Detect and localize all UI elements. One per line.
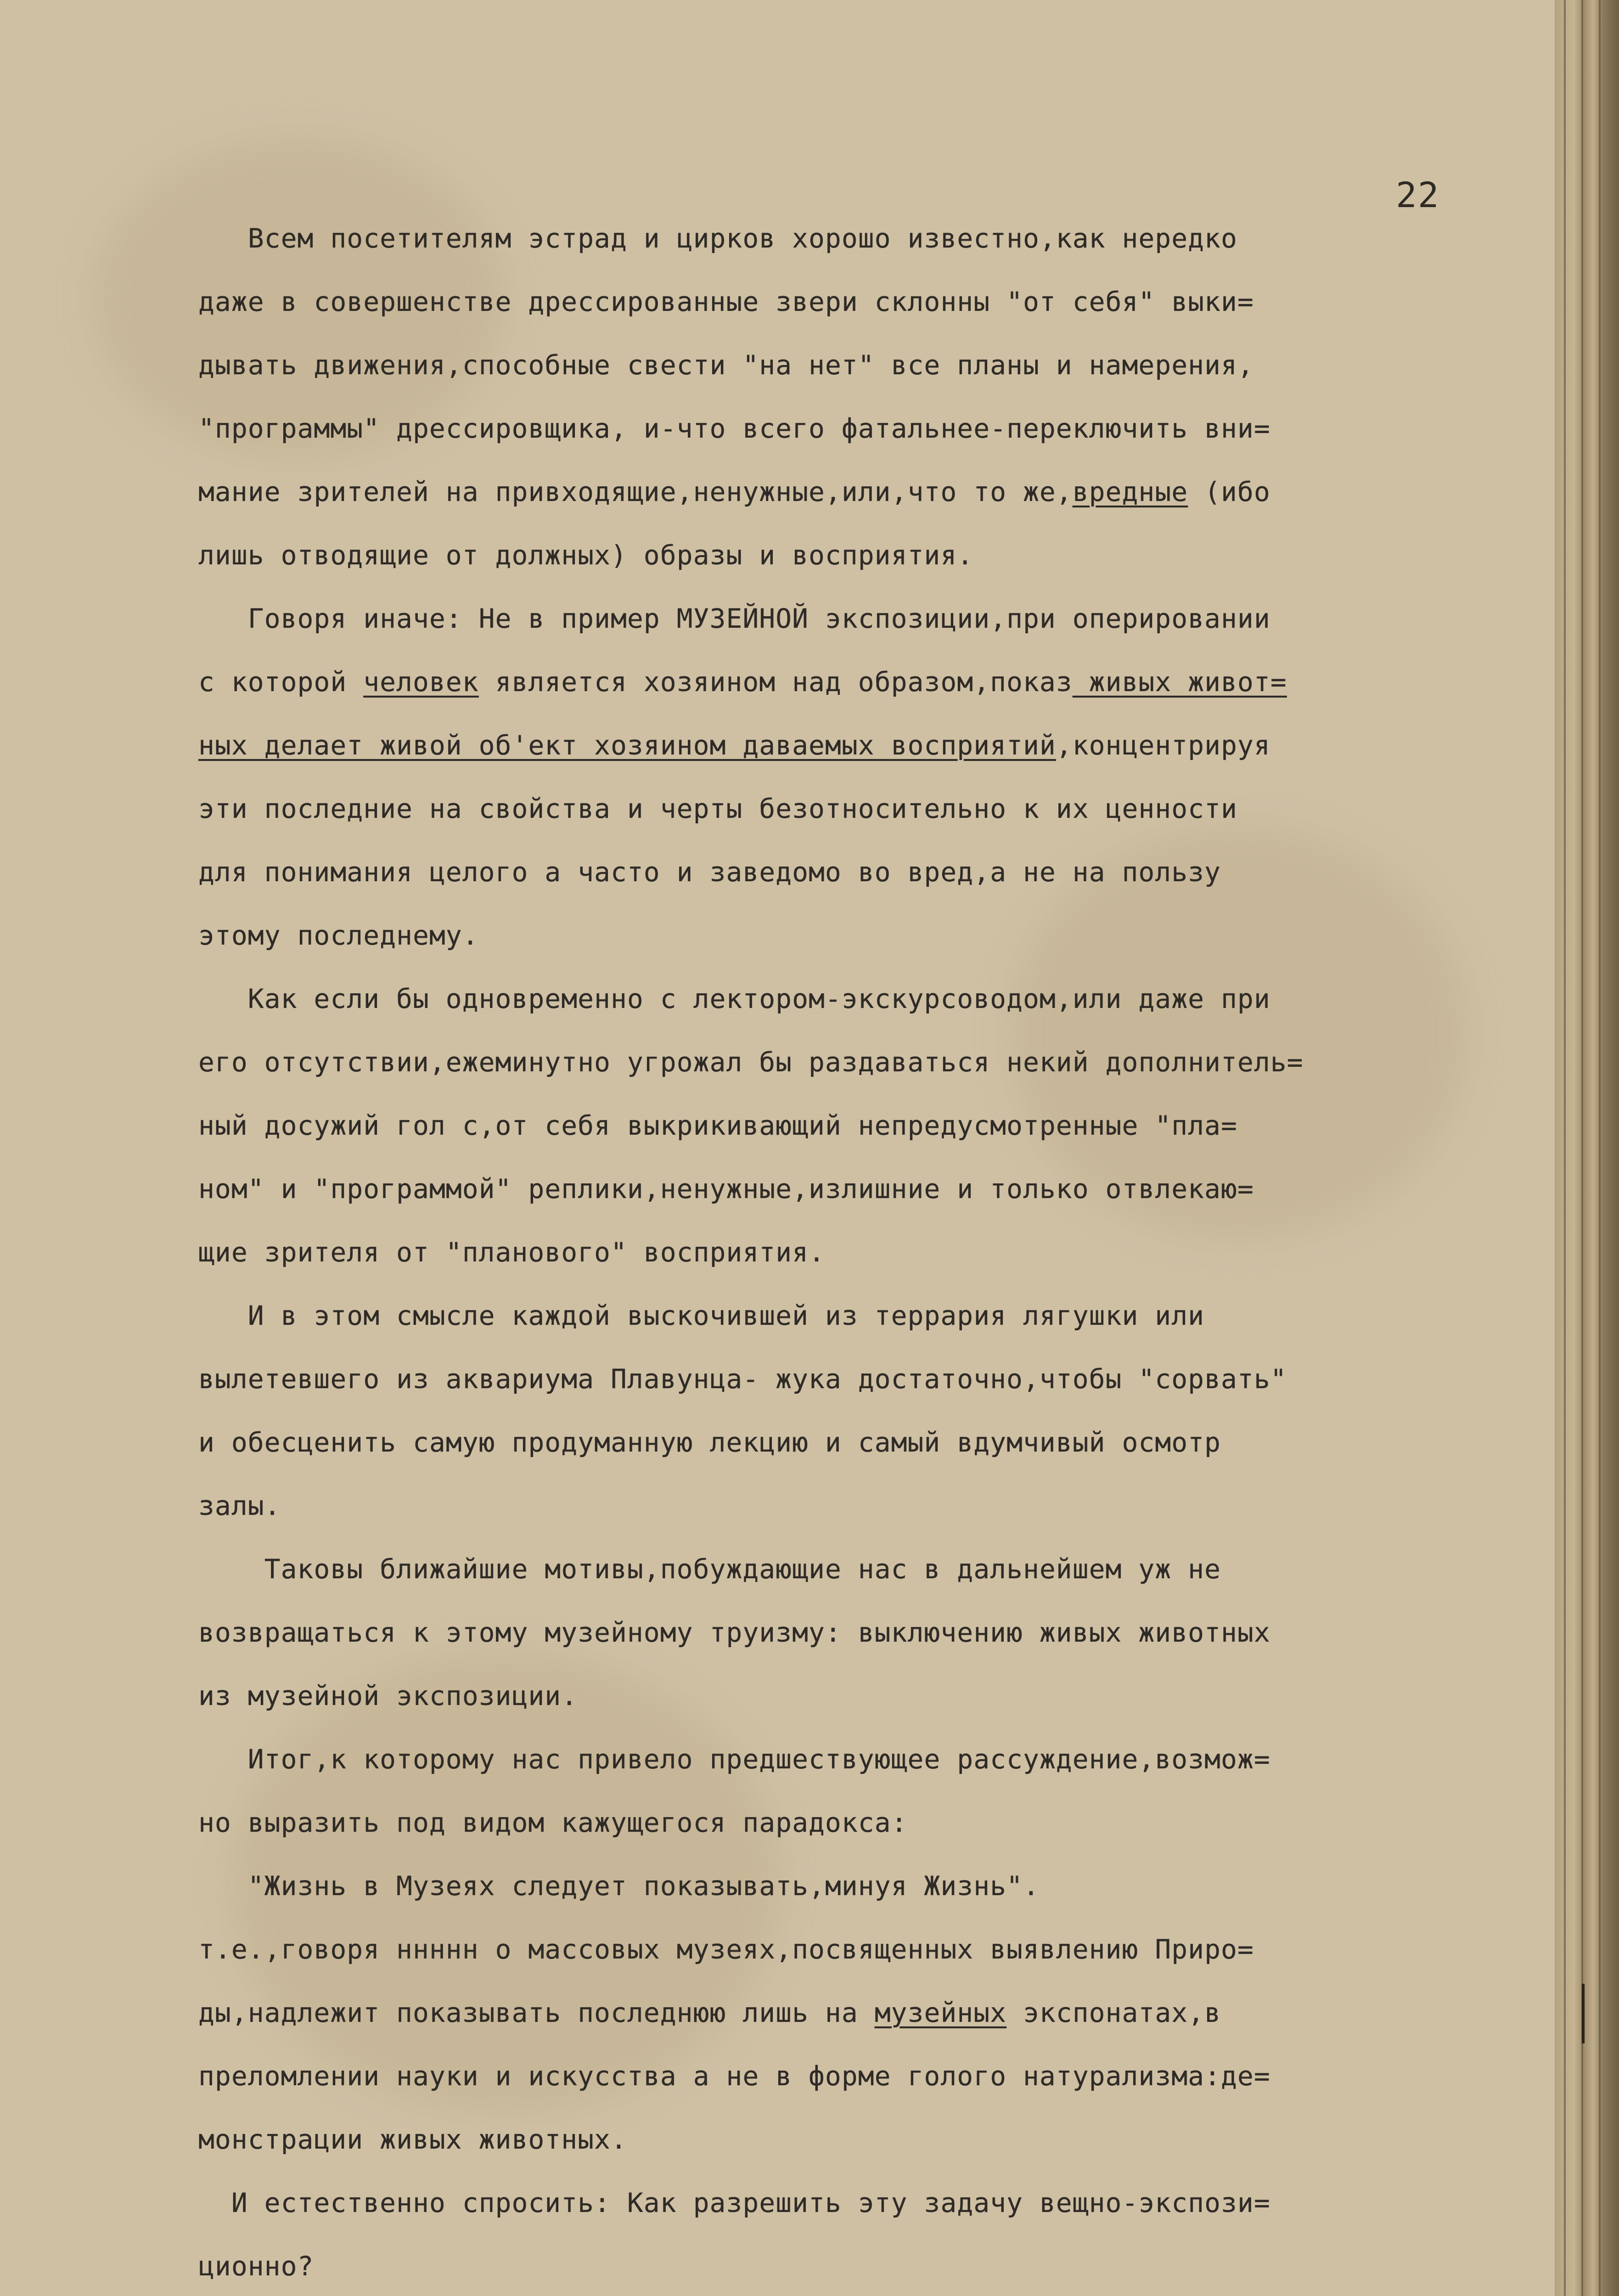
page-stack-edge [1555, 0, 1619, 2296]
text-segment: экспонатах,в [1006, 1997, 1221, 2028]
edge-line [1581, 0, 1583, 2296]
text-line [198, 1112, 1237, 1139]
edge-line [1599, 0, 1601, 2296]
text-segment: ный досужий гол с,от себя выкрикивающий непредусмотренные "пла= [198, 1110, 1237, 1141]
text-line [198, 1746, 1270, 1773]
text-segment: и обесценить самую продуманную лекцию и самый вдумчивый осмотр [198, 1427, 1221, 1458]
text-segment: Итог,к которому нас привело предшествующее рассуждение,возмож= [198, 1744, 1270, 1775]
text-segment: И в этом смысле каждой выскочившей из террария лягушки или [198, 1300, 1205, 1331]
text-segment: Говоря иначе: Не в пример МУЗЕЙНОЙ экспозиции,при оперировании [198, 603, 1270, 634]
text-segment: для понимания целого а часто и заведомо во вред,а не на пользу [198, 856, 1221, 888]
underlined-text: музейных [874, 1997, 1007, 2028]
text-line [198, 540, 974, 571]
text-line [198, 2126, 627, 2153]
text-segment: вылетевшего из аквариума Плавунца- жука достаточно,чтобы "сорвать" [198, 1363, 1287, 1395]
text-line [198, 1553, 1221, 1585]
text-line [198, 478, 1270, 505]
text-line [198, 415, 1270, 442]
text-segment: Таковы ближайшие мотивы,побуждающие нас в дальнейшем уж не [198, 1553, 1221, 1585]
text-line [198, 922, 479, 949]
text-segment: преломлении науки и искусства а не в форме голого натурализма:де= [198, 2060, 1270, 2092]
text-line [198, 225, 1237, 252]
text-segment: И естественно спросить: Как разрешить эту задачу вещно-экспози= [198, 2187, 1270, 2218]
text-line [198, 795, 1237, 822]
text-line [198, 605, 1270, 632]
underlined-text: человек [363, 666, 479, 698]
text-segment: ционно? [198, 2251, 314, 2282]
text-line [198, 1047, 1304, 1078]
text-segment: возвращаться к этому музейному труизму: выключению живых животных [198, 1617, 1270, 1648]
text-segment: монстрации живых животных. [198, 2124, 627, 2155]
text-line [198, 2251, 314, 2282]
text-segment: ннннн [396, 1934, 479, 1965]
text-segment: но выразить под видом кажущегося парадокса: [198, 1807, 908, 1838]
text-segment: т.е.,говоря [198, 1934, 397, 1965]
text-segment: Всем посетителям эстрад и цирков хорошо известно,как нередко [198, 223, 1237, 254]
text-line [198, 856, 1221, 888]
text-line [198, 732, 1270, 759]
text-line [198, 349, 1254, 381]
text-segment: лишь отводящие от должных) образы и восприятия. [198, 540, 974, 571]
text-segment: с которой [198, 666, 364, 698]
text-line [198, 2189, 1270, 2216]
text-segment: дывать движения,способные свести "на нет" все планы и намерения, [198, 349, 1254, 381]
margin-mark [1582, 1984, 1585, 2043]
text-line [198, 288, 1254, 315]
text-segment: залы. [198, 1490, 281, 1521]
text-line [198, 1429, 1221, 1456]
text-line [198, 1809, 908, 1836]
text-segment: ном" и "программой" реплики,ненужные,излишние и только отвлекаю= [198, 1173, 1254, 1204]
text-line [198, 1619, 1270, 1646]
underlined-text: живых живот= [1072, 666, 1287, 698]
text-segment: Как если бы одновременно с лектором-экскурсоводом,или даже при [198, 983, 1270, 1014]
text-segment: о массовых музеях,посвященных выявлению Приро= [478, 1934, 1254, 1965]
text-line [198, 666, 1287, 698]
text-segment: этому последнему. [198, 920, 479, 951]
underlined-text: вредные [1072, 476, 1188, 507]
text-line [198, 1239, 825, 1266]
text-segment: является хозяином над образом,показ [478, 666, 1073, 698]
underlined-text: ных делает живой об'ект хозяином даваемых восприятий [198, 730, 1056, 761]
text-line [198, 1302, 1204, 1329]
text-segment: (ибо [1188, 476, 1270, 507]
text-line [198, 1680, 578, 1711]
text-segment: даже в совершенстве дрессированные звери склонны "от себя" выки= [198, 286, 1254, 317]
text-line [198, 2060, 1270, 2092]
text-line [198, 985, 1270, 1012]
text-segment: эти последние на свойства и черты безотносительно к их ценности [198, 793, 1237, 824]
text-segment: "Жизнь в Музеях следует показывать,минуя Жизнь". [198, 1870, 1040, 1902]
page-number: 22 [1396, 174, 1440, 215]
text-line [198, 1363, 1287, 1395]
text-segment: из музейной экспозиции. [198, 1680, 578, 1711]
text-line [198, 1492, 281, 1519]
text-line [198, 1173, 1254, 1204]
text-line [198, 1999, 1221, 2026]
text-segment: ,концентрируя [1056, 730, 1270, 761]
text-segment: "программы" дрессировщика, и-что всего фатальнее-переключить вни= [198, 413, 1270, 444]
text-segment: мание зрителей на привходящие,ненужные,или,что то же, [198, 476, 1073, 507]
text-segment: щие зрителя от "планового" восприятия. [198, 1237, 825, 1268]
edge-line [1564, 0, 1566, 2296]
text-line [198, 1936, 1254, 1963]
text-segment: его отсутствии,ежеминутно угрожал бы раздаваться некий дополнитель= [198, 1047, 1304, 1078]
text-segment: ды,надлежит показывать последнюю лишь на [198, 1997, 875, 2028]
text-line [198, 1870, 1040, 1902]
